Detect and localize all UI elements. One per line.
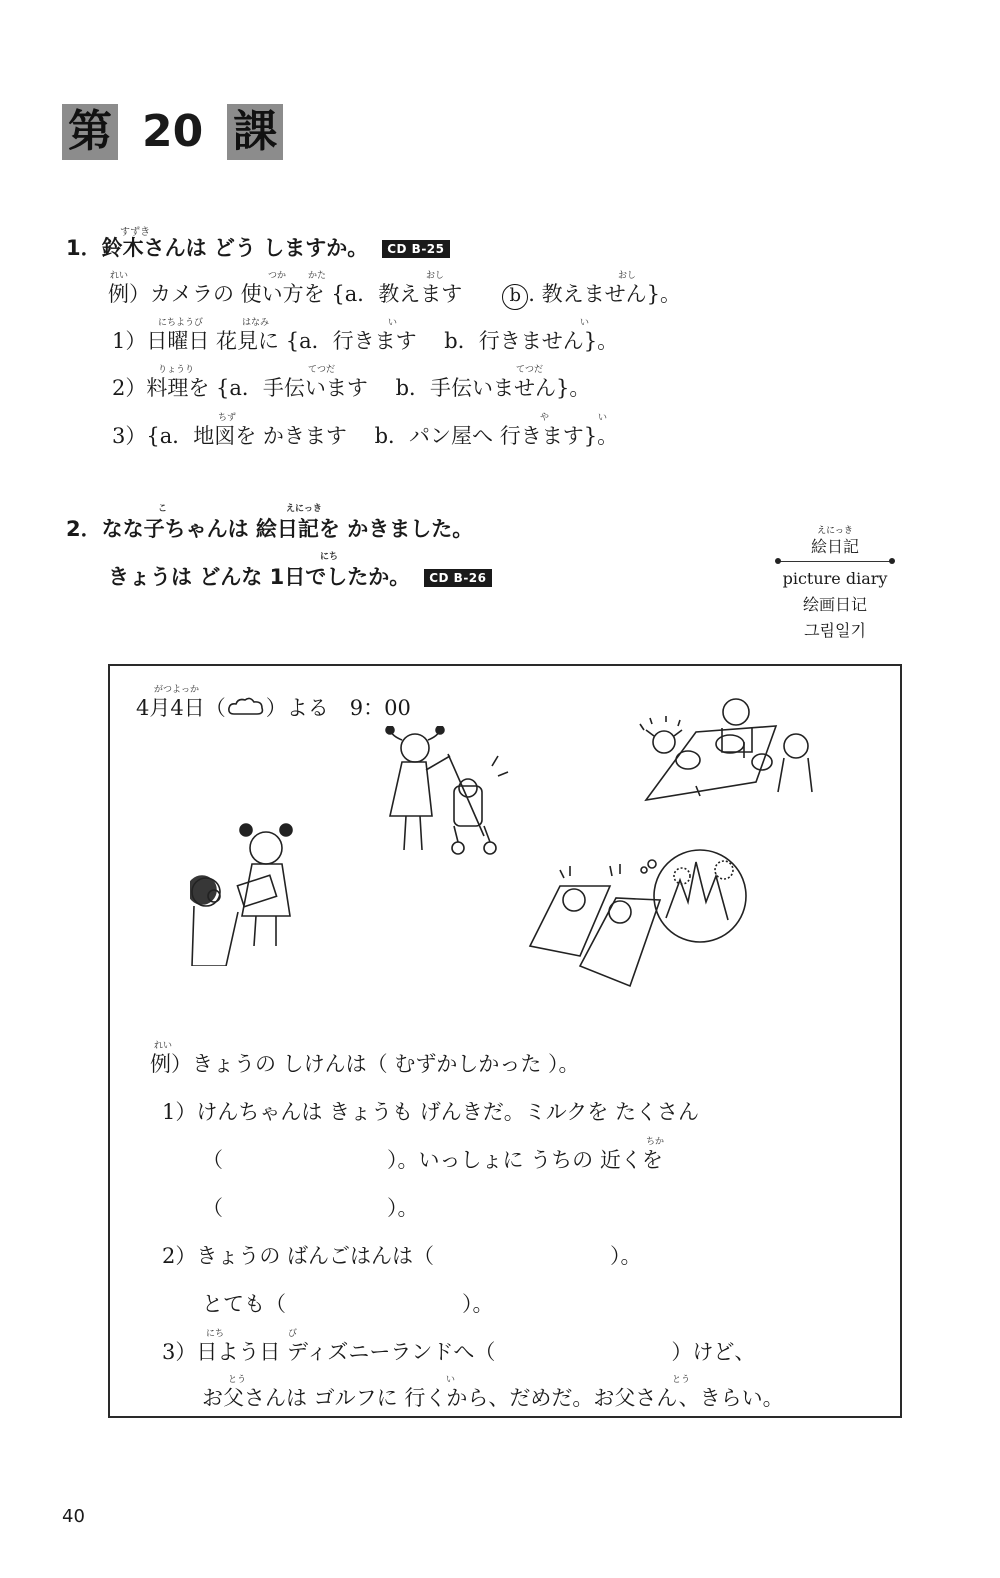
question-1-line3: （ ）。 — [202, 1196, 419, 1220]
section2-heading-line1: こ えにっき 2．なな子ちゃんは 絵日記を かきました。 — [66, 504, 474, 541]
lesson-number: 20 — [142, 106, 204, 157]
question-1-line2: ちか （ ）。いっしょに うちの 近くを — [202, 1137, 665, 1172]
section1-heading — [66, 232, 450, 262]
page-number: 40 — [62, 1506, 85, 1527]
gloss-korean: 그림일기 — [804, 621, 866, 640]
lesson-title — [62, 104, 283, 160]
section1-heading-ruby: すずき — [120, 227, 151, 238]
lesson-suffix: 課 — [227, 104, 283, 160]
cloud-icon — [226, 696, 266, 723]
vocab-gloss: えにっき 絵日記 picture diary 绘画日记 그림일기 — [775, 526, 895, 644]
cd-badge-b25: CD B-25 — [382, 240, 449, 258]
question-1-line1: 1）けんちゃんは きょうも げんきだ。ミルクを たくさん — [162, 1100, 699, 1124]
gloss-chinese: 绘画日记 — [802, 595, 867, 614]
picture-diary-box — [108, 664, 902, 1418]
circled-choice-b: b — [502, 284, 528, 310]
illustration-stroller — [380, 726, 520, 870]
example-choice-b: . 教えません}。 — [528, 282, 681, 306]
section1-example: れい つか かた おし おし 例）カメラの 使い方を {a．教えます b . 教えません}。 — [108, 278, 681, 310]
question-2-line2: とても（ ）。 — [202, 1292, 494, 1316]
section1-heading-text: 1．鈴木さんは どう しますか。 — [66, 236, 369, 260]
question-3-line1: にち び 3）日よう日 ディズニーランドへ（ ）けど、 — [162, 1329, 756, 1364]
section1-item-3: ちず や い 3）{a．地図を かきます b．パン屋へ 行きます}。 — [112, 413, 619, 448]
illustration-dinner — [636, 682, 816, 816]
illustration-boy-girl — [190, 816, 320, 970]
section1-item-2: りょうり てつだ てつだ 2）料理を {a．手伝います b．手伝いません}。 — [112, 365, 591, 400]
question-example: れい 例）きょうの しけんは（ むずかしかった ）。 — [150, 1041, 580, 1076]
section1-item-1: にちようび はなみ い い 1）日曜日 花見に {a．行きます b．行きません}。 — [112, 318, 619, 353]
question-3-line2: とう い とう お父さんは ゴルフに 行くから、だめだ。お父さん、きらい。 — [202, 1375, 784, 1410]
section2-heading-line2: にち きょうは どんな 1日でしたか。 CD B-26 — [108, 561, 492, 591]
example-text: 例）カメラの 使い方を {a．教えます — [108, 282, 463, 306]
gloss-divider — [775, 558, 895, 566]
cd-badge-b26: CD B-26 — [424, 569, 491, 587]
diary-date: がつよっか 4月4日（ ）よる 9：00 — [136, 692, 411, 723]
gloss-term: 絵日記 — [810, 537, 859, 556]
illustration-sleeping — [520, 846, 750, 1000]
gloss-english: picture diary — [782, 569, 888, 588]
lesson-prefix: 第 — [62, 104, 118, 160]
question-2-line1: 2）きょうの ばんごはんは（ ）。 — [162, 1244, 642, 1268]
